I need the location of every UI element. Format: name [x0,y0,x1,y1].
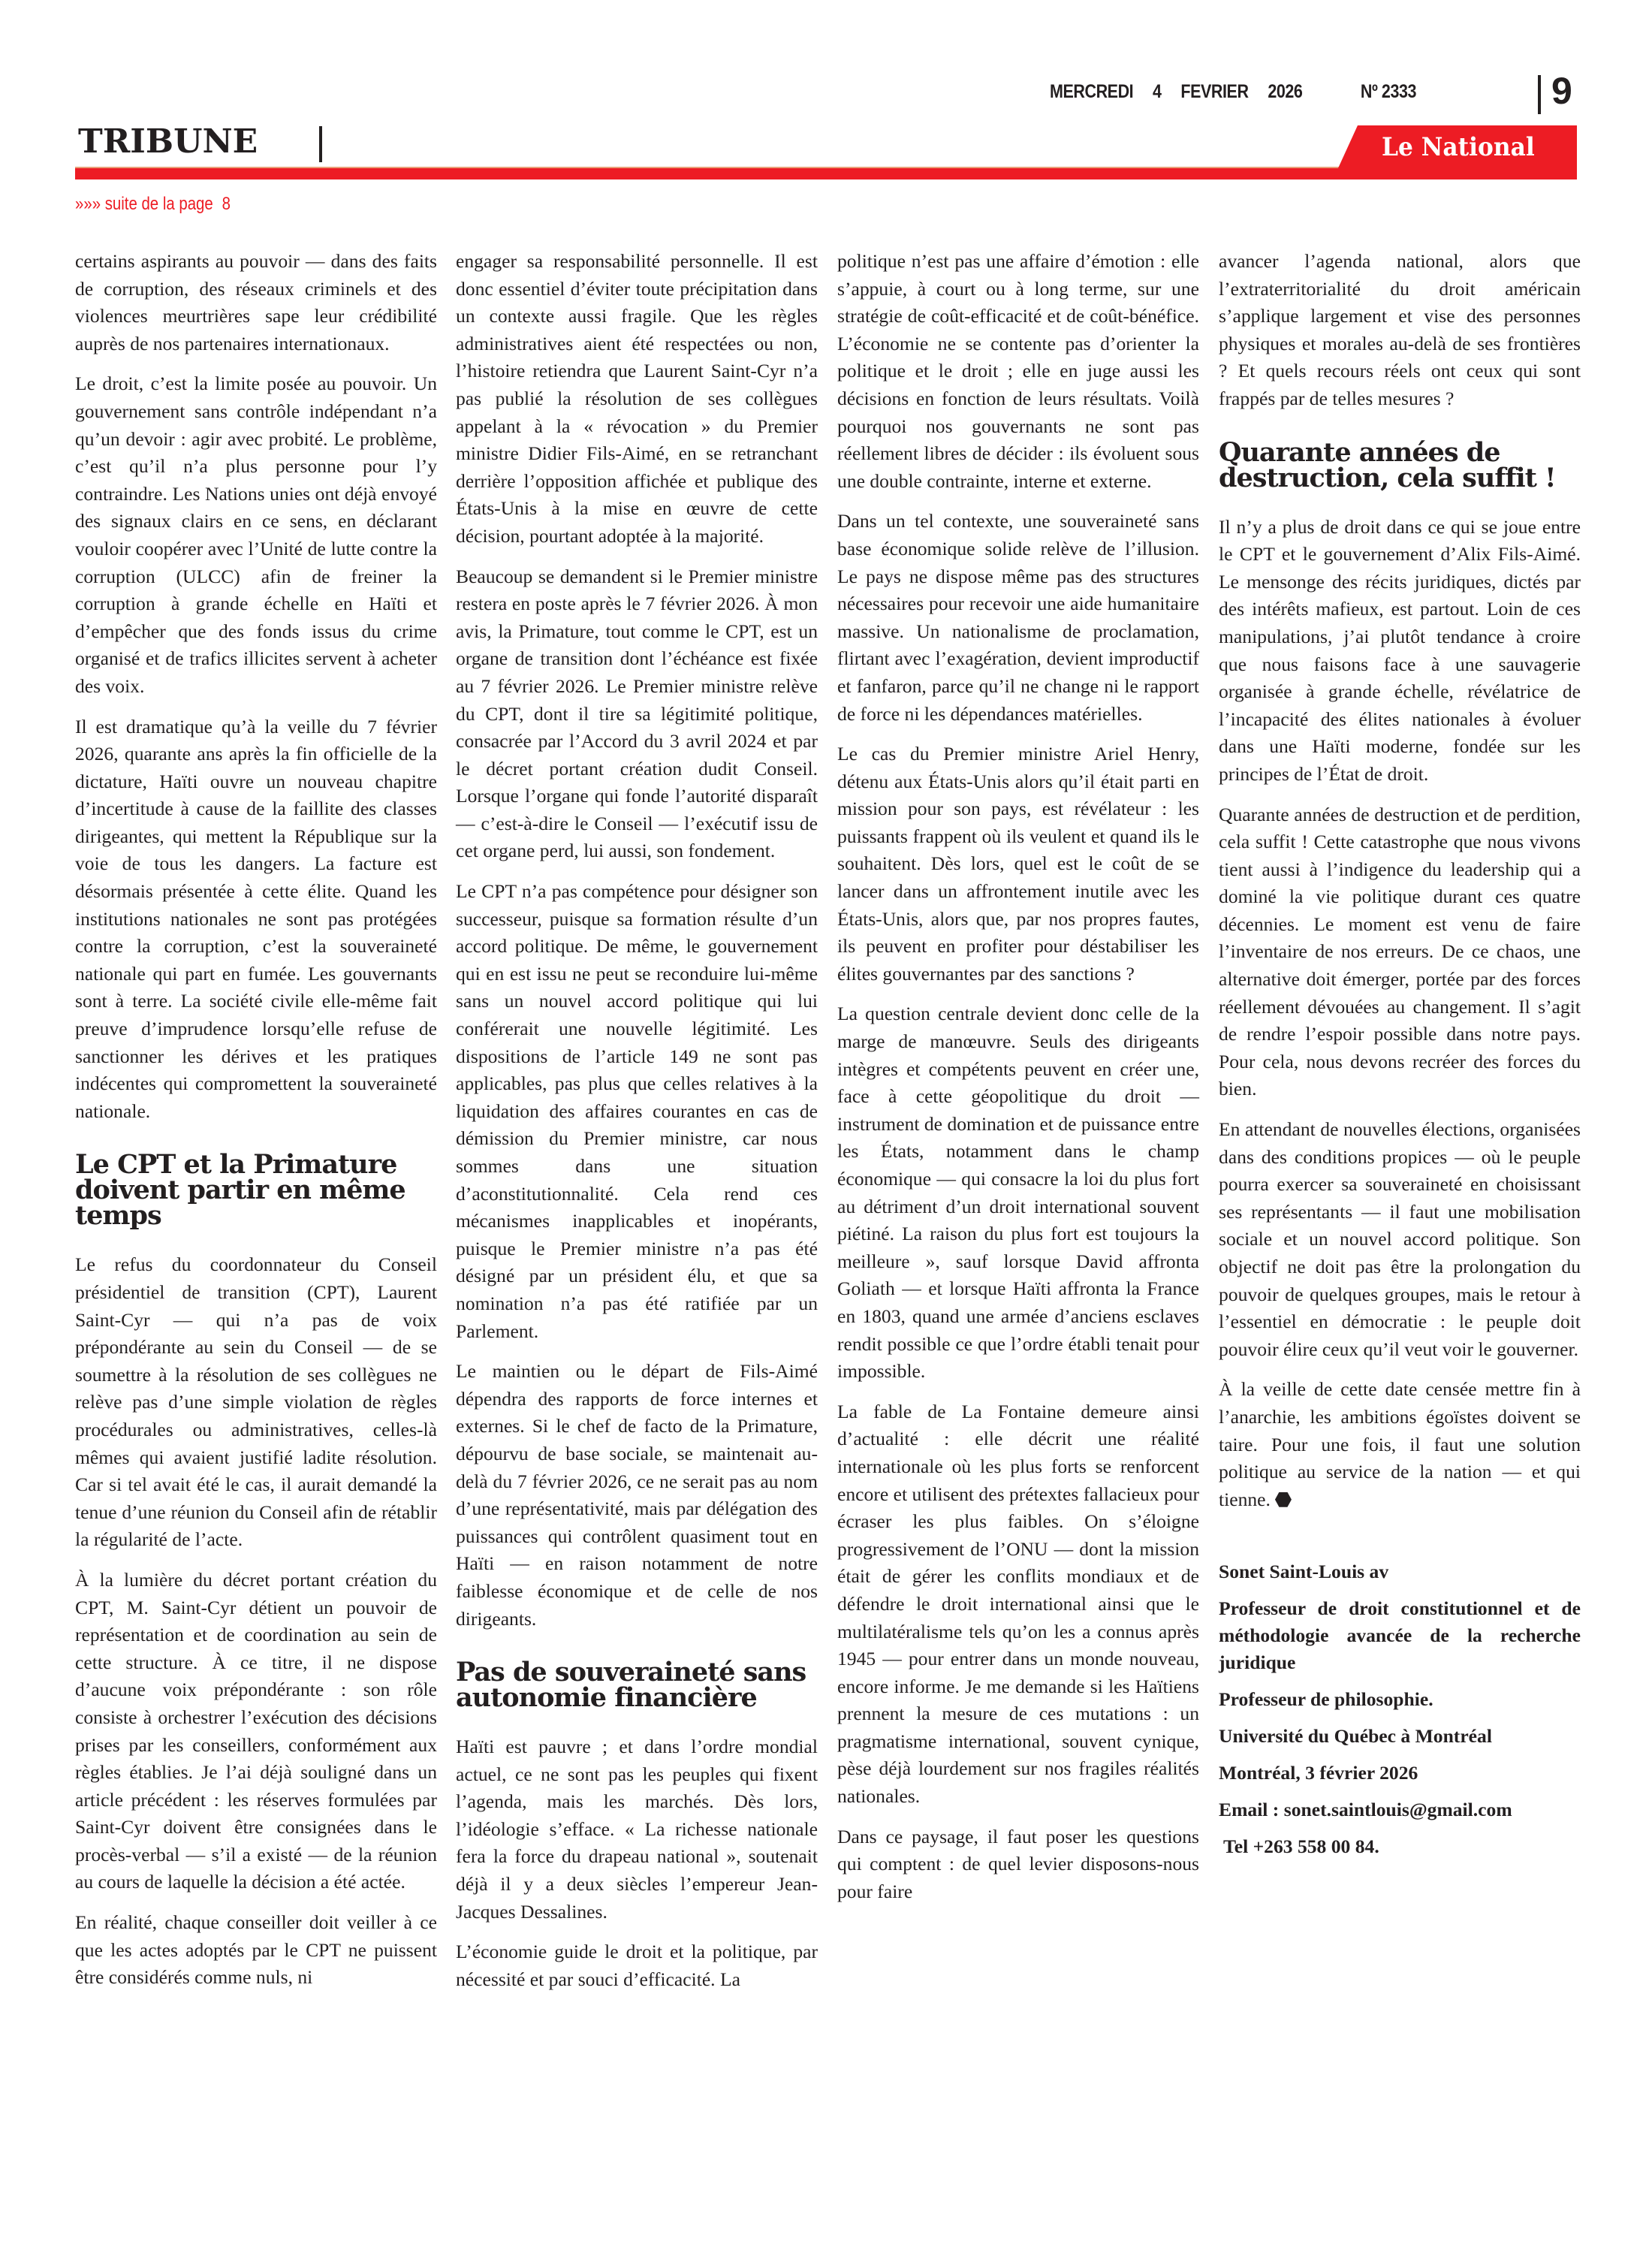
article-column-2 [456,248,818,2006]
article-paragraph [456,1733,818,1926]
article-paragraph [456,878,818,1345]
author-title-secondary: Professeur de philosophie. [1219,1688,1433,1711]
newspaper-logo: Le National [1382,132,1535,162]
paragraph-text: Dans un tel contexte, une souveraineté sans base économique solide relève de l’illusion. Le pays ne dispose même pas des structures nécessaires pour recevoir une aide humanitaire massive. Un nationalisme de proclamation, flirtant avec l’exagération, devient improductif et fanfaron, parce qu’il ne change ni le rapport de force ni les dépendances matérielles. [837,510,1199,725]
section-title: TRIBUNE [78,122,258,161]
article-paragraph [837,508,1199,728]
article-paragraph [75,713,437,1126]
article-paragraph [75,1251,437,1554]
paragraph-text: Dans ce paysage, il faut poser les questions qui comptent : de quel levier disposons-nous pour faire [837,1825,1199,1902]
paragraph-text: avancer l’agenda national, alors que l’extraterritorialité du droit américain s’applique largement et vise des personnes physiques et morales au-delà de ses frontières ? Et quels recours réels ont ceux qui sont frappés par de telles mesures ? [1219,250,1581,409]
article-paragraph [1219,1116,1581,1363]
subheading: Pas de souveraineté sans autonomie financière [456,1657,806,1714]
article-paragraph [75,370,437,700]
paragraph-text: À la lumière du décret portant création du CPT, M. Saint-Cyr détient un pouvoir de représentation et de coordination au sein de cette structure. À ce titre, il ne dispose d’aucune voix prépondérante : son rôle consiste à orchestrer l’exécution des décisions prises par les conseillers, conformément aux règles établies. Je l’ai déjà souligné dans un article précédent : les réserves formulées par Saint-Cyr doivent être consignées dans le procès-verbal — s’il a existé — de la réunion au cours de laquelle la décision a été actée. [75,1568,437,1893]
paragraph-text: Il est dramatique qu’à la veille du 7 février 2026, quarante ans après la fin officielle de la dictature, Haïti ouvre un nouveau chapitre d’incertitude à cause de la faillite des classes dirigeantes, qui mettent la République sur la voie de tous les dangers. La facture est désormais présentée à cette élite. Quand les institutions nationales ne sont pas protégées contre la corruption, c’est la souveraineté nationale qui part en fumée. Les gouvernants sont à terre. La société civile elle-même fait preuve d’imprudence lorsqu’elle refuse de sanctionner les dérives et les pratiques indécentes qui compromettent la souveraineté nationale. [75,715,437,1122]
article-paragraph [1219,801,1581,1104]
article-paragraph [1219,514,1581,789]
paragraph-text: Il n’y a plus de droit dans ce qui se joue entre le CPT et le gouvernement d’Alix Fils-Aimé. Le mensonge des récits juridiques, dictés par des intérêts mafieux, est partout. Loin de ces manipulations, j’ai plutôt tendance à croire que nous faisons face à une sauvagerie organisée à grande échelle, révélatrice de l’incapacité des élites nationales à évoluer dans une Haïti moderne, fondée sur les principes de l’État de droit. [1219,515,1581,785]
subheading: Quarante années de destruction, cela suffit ! [1219,436,1556,493]
dateline-date: 4 [1153,81,1162,102]
paragraph-text: certains aspirants au pouvoir — dans des faits de corruption, des réseaux criminels et des violences meurtrières sape leur crédibilité auprès de nos partenaires internationaux. [75,250,437,354]
article-paragraph [1219,248,1581,413]
page-number: 9 [1551,70,1572,112]
paragraph-text: La fable de La Fontaine demeure ainsi d’actualité : elle décrit une réalité internationale où les plus forts se renforcent encore et utilisent des prétextes fallacieux pour écraser les plus faibles. On s’éloigne progressivement de l’ONU — dont la mission était de gérer les conflits mondiaux et de défendre le droit international ainsi que le multilatéralisme tels qu’on les a connus après 1945 — pour entrer dans un monde nouveau, encore informe. Je me demande si les Haïtiens prennent la mesure de ces mutations : un pragmatisme international, souvent cynique, pèse déjà lourdement sur nos fragiles réalités nationales. [837,1400,1199,1808]
article-paragraph [837,1000,1199,1385]
article-paragraph [456,248,818,550]
paragraph-text: engager sa responsabilité personnelle. Il est donc essentiel d’éviter toute précipitation dans un contexte aussi fragile. Que les règles administratives aient été respectées ou non, l’histoire retiendra que Laurent Saint-Cyr n’a pas publié la résolution de ses collègues appelant à la « révocation » du Premier ministre Didier Fils-Aimé, en se retranchant derrière l’opposition affichée et publique des États-Unis à la mise en œuvre de cette décision, pourtant adoptée à la majorité. [456,250,818,547]
section-divider [319,126,322,162]
continuation-link[interactable] [75,194,231,215]
paragraph-text: L’économie guide le droit et la politique, par nécessité et par souci d’efficacité. La [456,1941,818,1990]
article-paragraph [837,248,1199,495]
article-column-1 [75,248,437,2004]
article-column-3 [837,248,1199,1918]
paragraph-text: Beaucoup se demandent si le Premier ministre restera en poste après le 7 février 2026. À mon avis, la Primature, tout comme le CPT, est un organe de transition dont l’échéance est fixée au 7 février 2026. Le Premier ministre relève du CPT, dont il tire sa légitimité politique, consacrée par l’Accord du 3 avril 2024 et par le décret portant création dudit Conseil. Lorsque l’organe qui fonde l’autorité disparaît — c’est-à-dire le Conseil — l’exécutif issu de cet organe perd, lui aussi, son fondement. [456,565,818,862]
signature-place-date: Montréal, 3 février 2026 [1219,1762,1418,1784]
article-paragraph [456,1358,818,1633]
end-of-article-icon [1275,1492,1292,1507]
article-column-4 [1219,248,1581,1870]
article-paragraph [75,1909,437,1992]
author-signature [1219,1558,1581,1860]
paragraph-text: La question centrale devient donc celle de la marge de manœuvre. Seuls des dirigeants intègres et compétents peuvent en créer une, face à cette géopolitique du droit — instrument de domination et de puissance entre les États, notamment dans le champ économique — qui consacre la loi du plus fort au détriment d’un droit international souvent piétiné. La raison du plus fort est toujours la meilleure », sauf lorsque David affronta Goliath — et lorsque Haïti affronta la France en 1803, quand une armée d’anciens esclaves rendit possible ce que l’ordre établi tenait pour impossible. [837,1003,1199,1383]
paragraph-text: Le CPT n’a pas compétence pour désigner son successeur, puisque sa formation résulte d’un accord politique. De même, le gouvernement qui en est issu ne peut se reconduire lui-même sans un nouvel accord politique qui lui conférerait une nouvelle légitimité. Les dispositions de l’article 149 ne sont pas applicables, pas plus que celles relatives à la liquidation des affaires courantes en cas de démission du Premier ministre, car nous sommes dans une situation d’aconstitutionnalité. Cela rend ces mécanismes inapplicables et inopérants, puisque le Premier ministre n’a pas été désigné par un président élu, et que sa nomination n’a pas été ratifiée par un Parlement. [456,880,818,1342]
article-paragraph [837,1398,1199,1811]
dateline-day: MERCREDI [1050,81,1134,102]
dateline-month: FEVRIER [1180,81,1249,102]
issue-number: Nº 2333 [1360,81,1417,102]
author-name: Sonet Saint-Louis av [1219,1561,1389,1583]
issue-dateline [1050,81,1436,103]
paragraph-text: En réalité, chaque conseiller doit veiller à ce que les actes adoptés par le CPT ne puissent être considérés comme nuls, ni [75,1911,437,1989]
author-phone: Tel +263 558 00 84. [1223,1835,1379,1858]
paragraph-text: En attendant de nouvelles élections, organisées dans des conditions propices — où le peuple pourra exercer sa souveraineté en choisissant ses représentants — il faut une mobilisation sociale et un nouvel accord politique. Son objectif ne doit pas être la prolongation du pouvoir de quelques groupes, mais le retour à l’essentiel en démocratie : le peuple doit pouvoir élire ceux qu’il veut voir le gouverner. [1219,1118,1581,1360]
article-paragraph [456,563,818,866]
paragraph-text: Le maintien ou le départ de Fils-Aimé dépendra des rapports de force internes et externes. Si le chef de facto de la Primature, dépourvu de base sociale, se maintenait au-delà du 7 février 2026, ce ne serait pas au nom d’une représentativité, mais par délégation des puissances qui contrôlent quasiment tout en Haïti — en raison notamment de notre faiblesse économique et de celle de nos dirigeants. [456,1360,818,1630]
paragraph-text: Le droit, c’est la limite posée au pouvoir. Un gouvernement sans contrôle indépendant n’a qu’un devoir : agir avec probité. Le problème, c’est qu’il n’a plus personne pour l’y contraindre. Les Nations unies ont déjà envoyé des signaux clairs en ce sens, en déclarant vouloir coopérer avec l’Unité de lutte contre la corruption (ULCC) afin de freiner la corruption à grande échelle en Haïti et d’empêcher que des fonds issus du crime organisé et de trafics illicites servent à acheter des voix. [75,372,437,697]
paragraph-text: Le cas du Premier ministre Ariel Henry, détenu aux États-Unis alors qu’il était parti en mission pour son pays, est révélateur : les puissants frappent où ils veulent et quand ils le souhaitent. Dès lors, quel est le coût de se lancer dans un affrontement inutile avec les États-Unis, alors que, par nos propres fautes, ils peuvent en profiter pour déstabiliser les élites gouvernantes par des sanctions ? [837,743,1199,985]
paragraph-text: Le refus du coordonnateur du Conseil présidentiel de transition (CPT), Laurent Saint-Cyr — qui n’a pas de voix prépondérante au sein du Conseil — de se soumettre à la résolution de ses collègues ne relève pas d’une simple violation de règles procédurales ou administratives, celles-là mêmes qui avaient justifié ladite résolution. Car si tel avait été le cas, il aurait demandé la tenue d’une réunion du Conseil afin de rétablir la régularité de l’acte. [75,1253,437,1551]
continuation-prefix: »»» suite de la page [75,194,213,214]
paragraph-text: Haïti est pauvre ; et dans l’ordre mondial actuel, ce ne sont pas les peuples qui fixent l’agenda, mais les marchés. Dès lors, l’idéologie s’efface. « La richesse nationale fera la force du drapeau national », soutenait déjà il y a deux siècles l’empereur Jean-Jacques Dessalines. [456,1736,818,1923]
article-paragraph [1219,1376,1581,1513]
dateline-year: 2026 [1268,81,1303,102]
article-paragraph [75,248,437,357]
paragraph-text: Quarante années de destruction et de perdition, cela suffit ! Cette catastrophe que nous vivons tient aussi à l’indigence du leadership qui a dominé la vie politique durant ces quatre décennies. Le moment est venu de faire l’inventaire de nos erreurs. De ce chaos, une alternative doit émerger, portée par des forces réellement dévouées au changement. Il s’agit de rendre l’espoir possible dans notre pays. Pour cela, nous devons recréer des forces du bien. [1219,803,1581,1100]
article-paragraph [456,1938,818,1993]
paragraph-text: politique n’est pas une affaire d’émotion : elle s’appuie, à court ou à long terme, sur une stratégie de coût-efficacité et de coût-bénéfice. L’économie ne se contente pas d’orienter la politique et le droit ; elle en juge aussi les décisions en fonction de leurs résultats. Voilà pourquoi nos gouvernants ne sont pas réellement libres de décider : ils évoluent sous une double contrainte, interne et externe. [837,250,1199,492]
article-paragraph [837,740,1199,988]
paragraph-text: À la veille de cette date censée mettre fin à l’anarchie, les ambitions égoïstes doivent se taire. Pour une fois, il faut une solution politique au service de la nation — et qui tienne. [1219,1378,1581,1510]
subheading: Le CPT et la Primature doivent partir en même temps [75,1149,405,1232]
author-title: Professeur de droit constitutionnel et de méthodologie avancée de la recherche juridique [1219,1597,1581,1674]
article-paragraph [75,1567,437,1896]
author-email[interactable]: Email : sonet.saintlouis@gmail.com [1219,1799,1512,1821]
article-paragraph [837,1823,1199,1906]
author-affiliation: Université du Québec à Montréal [1219,1725,1492,1748]
continuation-page: 8 [222,194,231,214]
page-number-divider [1538,75,1541,114]
